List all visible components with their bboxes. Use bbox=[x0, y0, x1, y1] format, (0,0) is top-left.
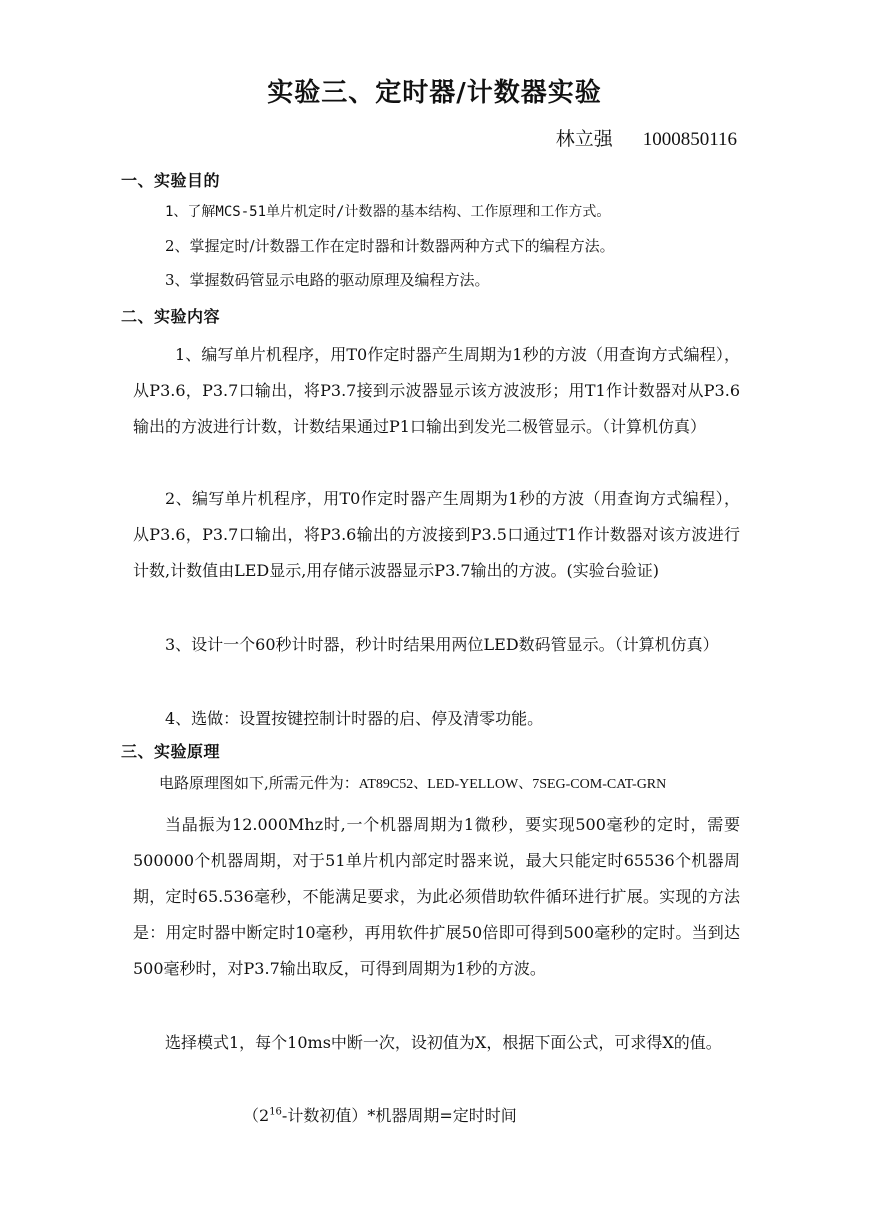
author-line bbox=[556, 124, 737, 151]
author-name: 林立强 bbox=[555, 128, 613, 150]
content-item-2: 2、编写单片机程序，用T0作定时器产生周期为1秒的方波（用查询方式编程），从P3.6，P3.7口输出，将P3.6输出的方波接到P3.5口通过T1作计数器对该方波进行计数,计数值由LED显示,用存储示波器显示P3.7输出的方波。(实验台验证) bbox=[133, 489, 740, 580]
content-item-3: 3、设计一个60秒计时器，秒计时结果用两位LED数码管显示。（计算机仿真） bbox=[165, 635, 719, 654]
parts-list: AT89C52、LED-YELLOW、7SEG-COM-CAT-GRN bbox=[358, 777, 667, 792]
content-item-1: 1、编写单片机程序，用T0作定时器产生周期为1秒的方波（用查询方式编程），从P3.6，P3.7口输出，将P3.7接到示波器显示该方波波形；用T1作计数器对从P3.6输出的方波进行计数，计数结果通过P1口输出到发光二极管显示。（计算机仿真） bbox=[133, 345, 740, 436]
principle-paragraph-2: 选择模式1，每个10ms中断一次，设初值为X，根据下面公式，可求得X的值。 bbox=[165, 1033, 722, 1052]
parts-line bbox=[159, 772, 666, 793]
content-item-4: 4、选做：设置按键控制计时器的启、停及清零功能。 bbox=[165, 709, 544, 728]
section-heading-principle: 三、实验原理 bbox=[121, 742, 221, 761]
principle-paragraph-1: 当晶振为12.000Mhz时,一个机器周期为1微秒，要实现500毫秒的定时，需要500000个机器周期，对于51单片机内部定时器来说，最大只能定时65536个机器周期，定时65.536毫秒，不能满足要求，为此必须借助软件循环进行扩展。实现的方法是：用定时器中断定时10毫秒，再用软件扩展50倍即可得到500毫秒的定时。当到达500毫秒时，对P3.7输出取反，可得到周期为1秒的方波。 bbox=[133, 815, 740, 978]
parts-intro: 电路原理图如下,所需元件为： bbox=[159, 774, 359, 792]
formula-rest: -计数初值）*机器周期=定时时间 bbox=[281, 1106, 517, 1125]
section-heading-purpose: 一、实验目的 bbox=[121, 171, 221, 190]
formula-exponent: 16 bbox=[269, 1106, 282, 1118]
student-id: 1000850116 bbox=[642, 129, 737, 150]
formula-open: （2 bbox=[243, 1106, 270, 1125]
purpose-item-2: 2、掌握定时/计数器工作在定时器和计数器两种方式下的编程方法。 bbox=[165, 237, 615, 255]
purpose-item-3: 3、掌握数码管显示电路的驱动原理及编程方法。 bbox=[165, 271, 490, 289]
document-title: 实验三、定时器/计数器实验 bbox=[267, 78, 602, 108]
section-heading-content: 二、实验内容 bbox=[121, 307, 221, 326]
timer-formula bbox=[243, 1103, 517, 1126]
purpose-item-1: 1、了解MCS-51单片机定时/计数器的基本结构、工作原理和工作方式。 bbox=[165, 204, 611, 220]
